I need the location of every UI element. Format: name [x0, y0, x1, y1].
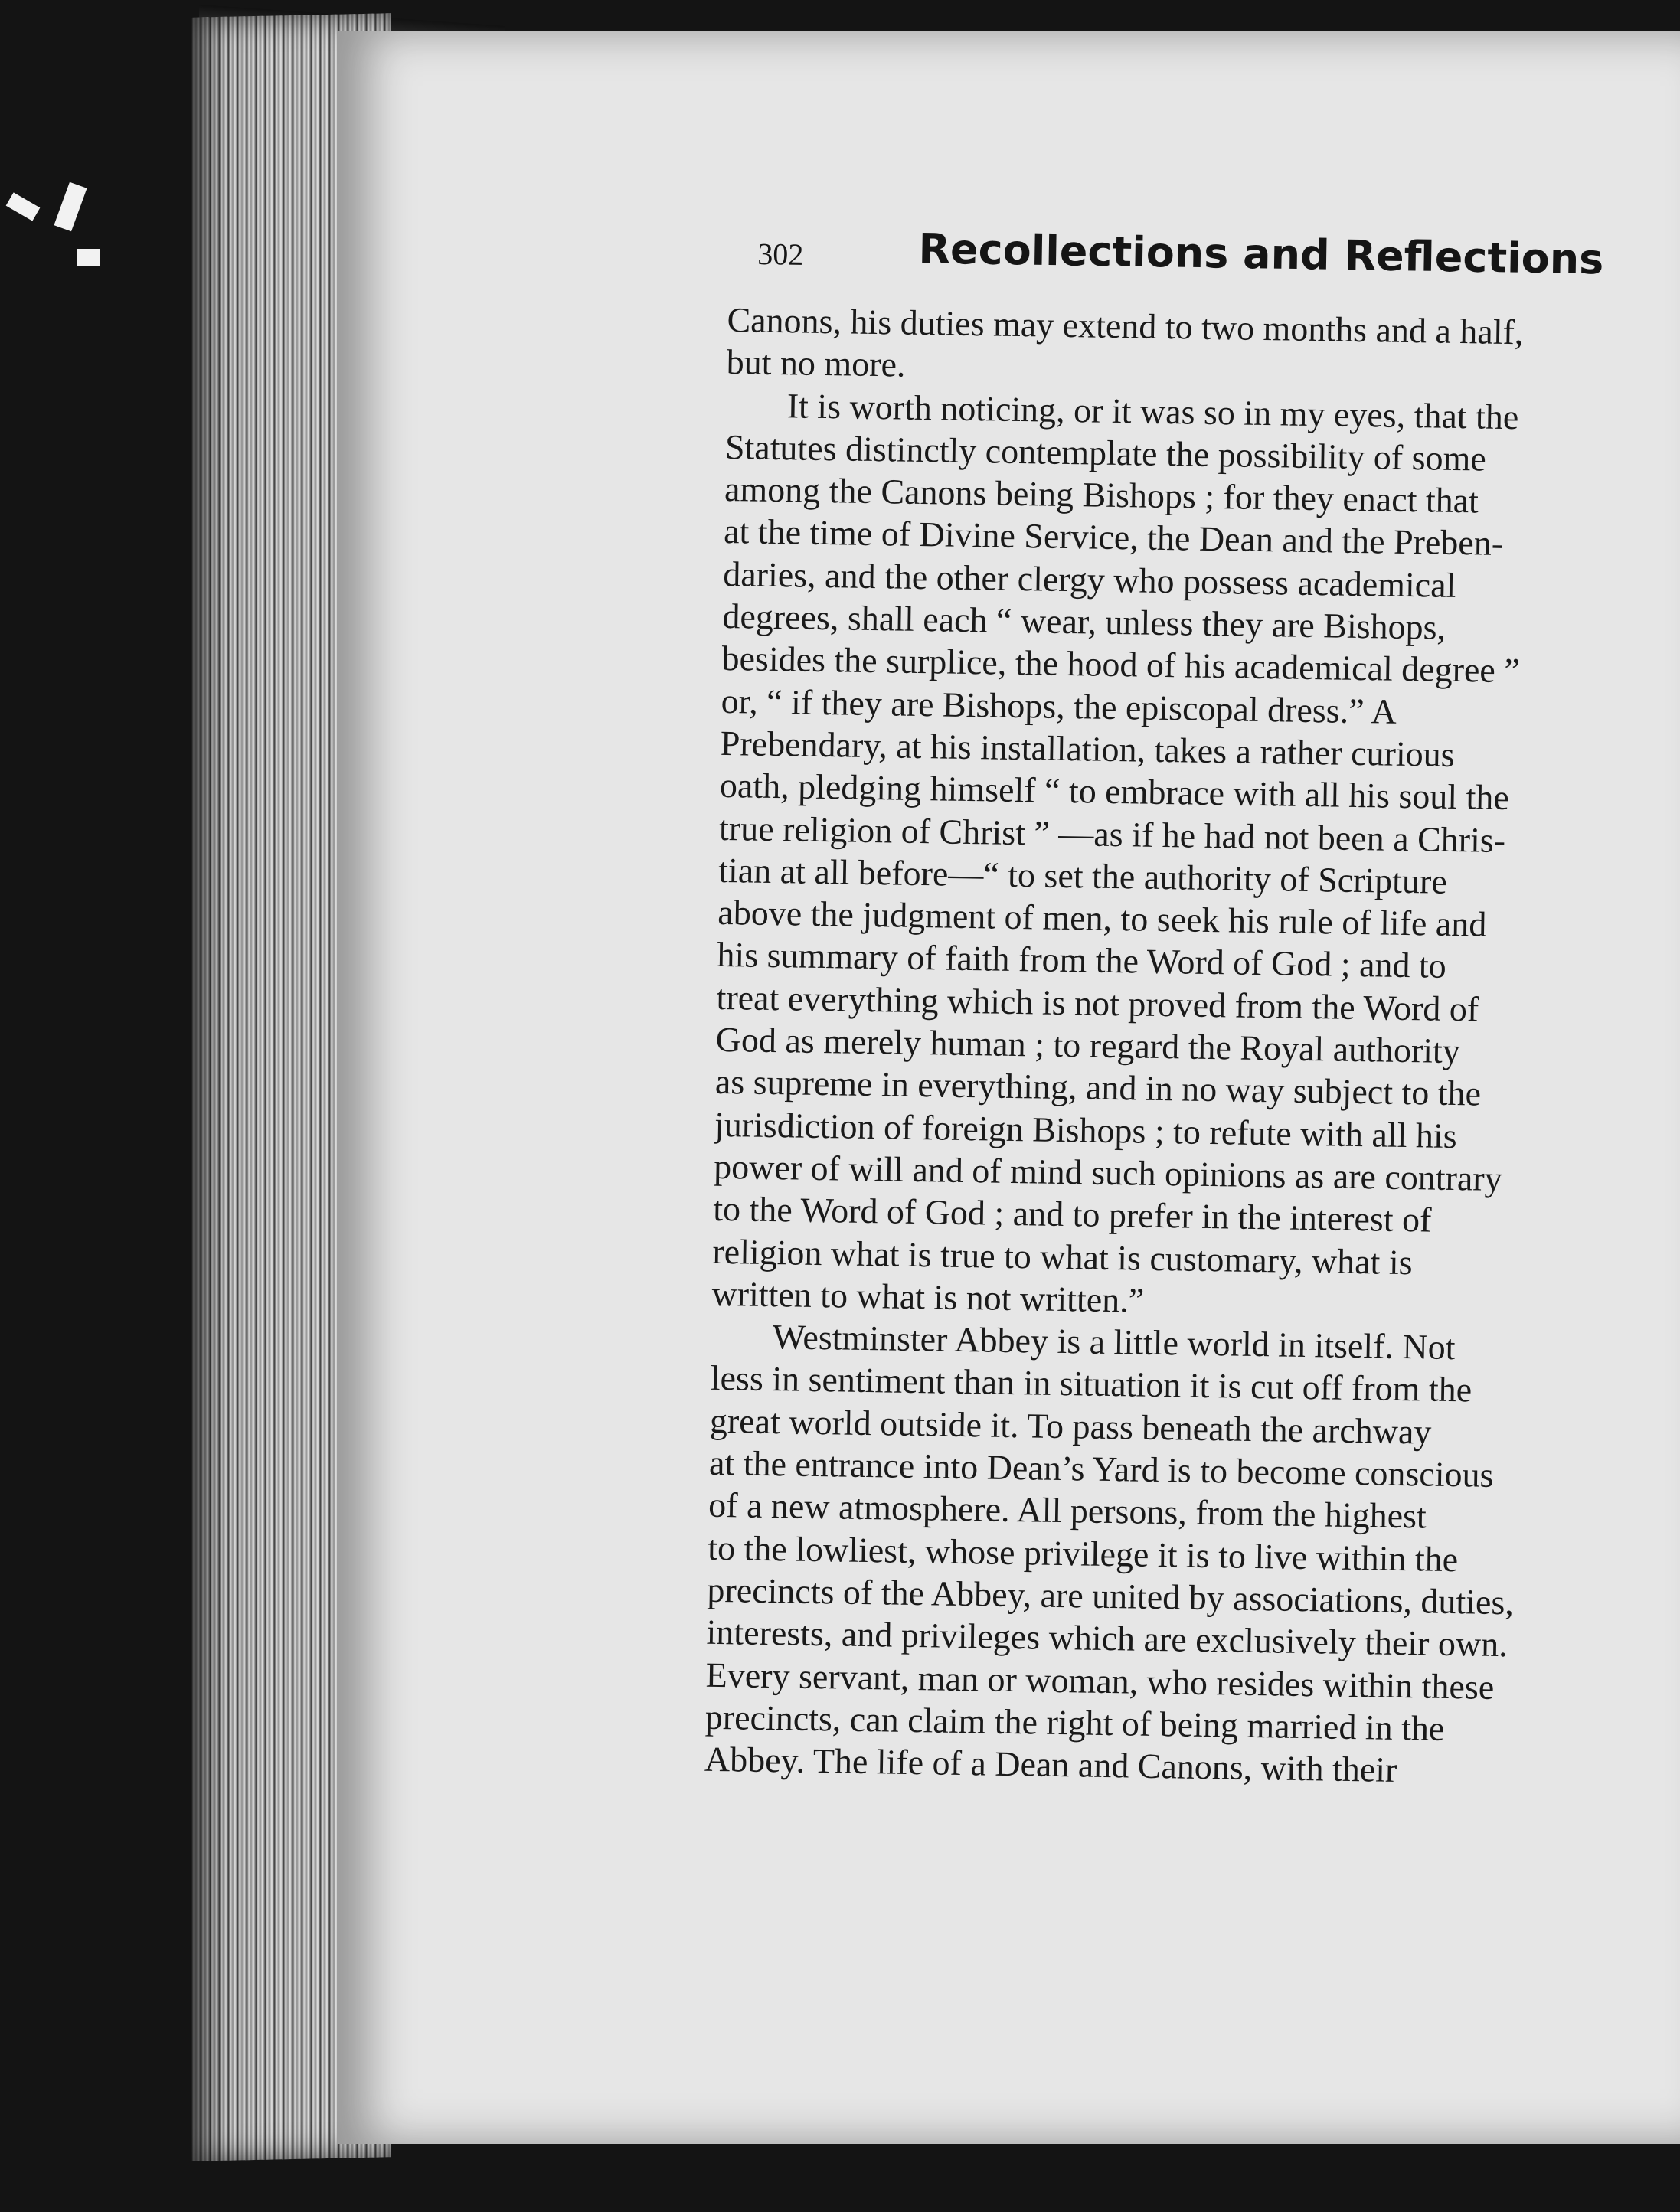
text-line: besides the surplice, the hood of his academical degree ”	[721, 639, 1521, 691]
text-line: above the judgment of men, to seek his rule of life and	[717, 893, 1487, 944]
text-line: Every servant, man or woman, who resides within these	[705, 1655, 1495, 1707]
text-line: Prebendary, at his installation, takes a rather curious	[720, 723, 1456, 774]
paper-scrap	[6, 192, 41, 221]
text-line: written to what is not written.”	[711, 1273, 1145, 1320]
text-line: Westminster Abbey is a little world in itself. Not	[772, 1317, 1456, 1367]
text-line: treat everything which is not proved from the Word of	[716, 977, 1479, 1029]
paper-scrap	[54, 182, 87, 232]
text-line: precincts of the Abbey, are united by associations, duties,	[707, 1570, 1515, 1622]
paper-scrap	[77, 249, 100, 266]
text-line: or, “ if they are Bishops, the episcopal dress.” A	[721, 681, 1397, 731]
running-title: Recollections and Reflections	[917, 224, 1604, 284]
text-line: less in sentiment than in situation it is cut off from the	[710, 1358, 1472, 1410]
text-line: among the Canons being Bishops ; for they enact that	[724, 469, 1479, 521]
text-line: at the time of Divine Service, the Dean and the Preben-	[723, 511, 1504, 564]
page-header	[757, 222, 1680, 305]
text-line: God as merely human ; to regard the Royal authority	[715, 1019, 1461, 1071]
text-line: Statutes distinctly contemplate the possibility of some	[724, 426, 1487, 479]
text-line: Canons, his duties may extend to two months and a half,	[727, 299, 1524, 352]
text-line: great world outside it. To pass beneath the archway	[709, 1400, 1432, 1452]
text-line: as supreme in everything, and in no way subject to the	[714, 1062, 1482, 1113]
text-line: but no more.	[726, 342, 906, 384]
text-line: to the Word of God ; and to prefer in the interest of	[712, 1189, 1432, 1240]
text-line: oath, pledging himself “ to embrace with all his soul the	[719, 766, 1510, 818]
text-line: at the entrance into Dean’s Yard is to become conscious	[708, 1443, 1494, 1495]
text-line: religion what is true to what is customary, what is	[712, 1231, 1414, 1282]
text-line: tian at all before—“ to set the authority of Scripture	[717, 850, 1448, 901]
text-line: degrees, shall each “ wear, unless they are Bishops,	[722, 596, 1446, 647]
text-line: precincts, can claim the right of being married in the	[704, 1697, 1445, 1748]
text-line: to the lowliest, whose privilege it is to live within the	[707, 1527, 1459, 1579]
text-line: It is worth noticing, or it was so in my eyes, that the	[786, 385, 1519, 436]
text-line: of a new atmosphere. All persons, from the highest	[708, 1485, 1427, 1536]
text-line: daries, and the other clergy who possess academical	[722, 554, 1456, 605]
text-line: interests, and privileges which are exclusively their own.	[706, 1612, 1508, 1665]
text-line: power of will and of mind such opinions as are contrary	[713, 1146, 1503, 1198]
text-line: his summary of faith from the Word of God ; and to	[717, 935, 1447, 986]
text-line: Abbey. The life of a Dean and Canons, with their	[704, 1739, 1397, 1790]
page-number: 302	[757, 236, 804, 272]
text-line: true religion of Christ ” —as if he had not been a Chris-	[718, 808, 1506, 860]
text-line: jurisdiction of foreign Bishops ; to refute with all his	[714, 1104, 1458, 1155]
body-text	[704, 299, 1680, 1845]
